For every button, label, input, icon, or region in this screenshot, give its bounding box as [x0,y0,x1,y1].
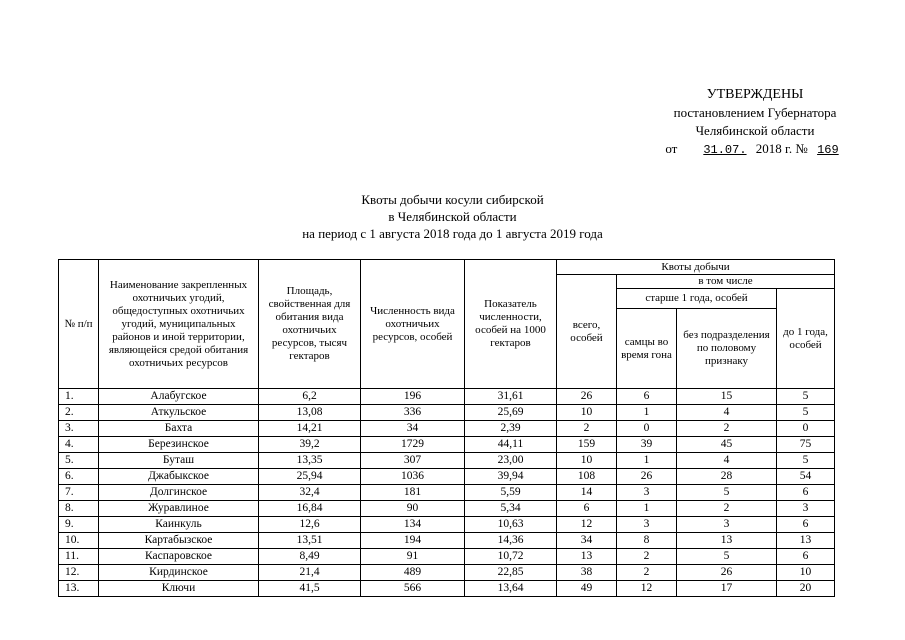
cell-name: Журавлиное [99,501,259,517]
decree-number: 169 [817,143,839,157]
approval-heading: УТВЕРЖДЕНЫ [706,87,804,102]
cell-name: Буташ [99,453,259,469]
cell-num: 2. [59,405,99,421]
table-row [59,469,835,485]
cell-num: 7. [59,485,99,501]
cell-name: Долгинское [99,485,259,501]
cell-density: 2,39 [465,421,557,437]
cell-nosex: 2 [677,421,777,437]
cell-males: 1 [617,453,677,469]
cell-density: 23,00 [465,453,557,469]
cell-num: 13. [59,581,99,597]
cell-nosex: 17 [677,581,777,597]
table-row [59,581,835,597]
header-num: № п/п [59,260,99,389]
cell-name: Ключи [99,581,259,597]
table-row [59,405,835,421]
cell-young: 75 [777,437,835,453]
cell-area: 25,94 [259,469,361,485]
title-line-2: в Челябинской области [388,209,517,224]
cell-total: 10 [557,453,617,469]
cell-area: 13,35 [259,453,361,469]
cell-num: 10. [59,533,99,549]
cell-pop: 194 [361,533,465,549]
cell-nosex: 5 [677,485,777,501]
header-nosex: без подразделения по половому признаку [677,309,777,389]
cell-density: 5,59 [465,485,557,501]
cell-pop: 489 [361,565,465,581]
cell-nosex: 13 [677,533,777,549]
cell-name: Аткульское [99,405,259,421]
approval-line-2: Челябинской области [695,123,815,138]
cell-num: 6. [59,469,99,485]
table-row [59,501,835,517]
cell-nosex: 4 [677,453,777,469]
cell-young: 6 [777,549,835,565]
cell-pop: 196 [361,389,465,405]
table-row [59,517,835,533]
cell-name: Березинское [99,437,259,453]
header-name: Наименование закрепленных охотничьих угодий, общедоступных охотничьих угодий, муниципальных районов и иной территории, являющейся средой обитания охотничьих ресурсов [99,260,259,389]
cell-num: 12. [59,565,99,581]
cell-density: 14,36 [465,533,557,549]
cell-area: 13,08 [259,405,361,421]
cell-young: 6 [777,517,835,533]
table-row [59,549,835,565]
cell-area: 39,2 [259,437,361,453]
cell-pop: 566 [361,581,465,597]
cell-males: 3 [617,517,677,533]
cell-name: Алабугское [99,389,259,405]
cell-young: 3 [777,501,835,517]
cell-total: 49 [557,581,617,597]
cell-area: 16,84 [259,501,361,517]
cell-young: 13 [777,533,835,549]
table-row [59,389,835,405]
cell-pop: 1036 [361,469,465,485]
header-density: Показатель численности, особей на 1000 гектаров [465,260,557,389]
cell-males: 8 [617,533,677,549]
cell-num: 1. [59,389,99,405]
header-total: всего, особей [557,275,617,389]
cell-name: Каинкуль [99,517,259,533]
document-title [0,191,905,242]
cell-num: 5. [59,453,99,469]
header-area: Площадь, свойственная для обитания вида охотничьих ресурсов, тысяч гектаров [259,260,361,389]
cell-males: 1 [617,405,677,421]
cell-area: 32,4 [259,485,361,501]
cell-num: 8. [59,501,99,517]
cell-nosex: 5 [677,549,777,565]
cell-pop: 91 [361,549,465,565]
cell-nosex: 4 [677,405,777,421]
year-text: 2018 г. № [755,141,808,156]
cell-males: 39 [617,437,677,453]
cell-males: 12 [617,581,677,597]
cell-total: 10 [557,405,617,421]
cell-num: 9. [59,517,99,533]
cell-num: 3. [59,421,99,437]
cell-density: 39,94 [465,469,557,485]
cell-total: 159 [557,437,617,453]
header-including: в том числе [617,275,835,289]
cell-area: 14,21 [259,421,361,437]
cell-density: 25,69 [465,405,557,421]
cell-pop: 181 [361,485,465,501]
cell-males: 26 [617,469,677,485]
header-young: до 1 года, особей [777,289,835,389]
cell-num: 4. [59,437,99,453]
cell-nosex: 2 [677,501,777,517]
table-row [59,565,835,581]
cell-area: 13,51 [259,533,361,549]
cell-nosex: 15 [677,389,777,405]
header-population: Численность вида охотничьих ресурсов, особей [361,260,465,389]
cell-nosex: 45 [677,437,777,453]
cell-young: 5 [777,453,835,469]
cell-name: Кирдинское [99,565,259,581]
cell-young: 20 [777,581,835,597]
cell-males: 2 [617,549,677,565]
cell-nosex: 26 [677,565,777,581]
cell-young: 54 [777,469,835,485]
cell-males: 0 [617,421,677,437]
cell-name: Бахта [99,421,259,437]
cell-num: 11. [59,549,99,565]
approval-line-1: постановлением Губернатора [673,105,837,120]
cell-total: 12 [557,517,617,533]
cell-young: 0 [777,421,835,437]
cell-pop: 1729 [361,437,465,453]
cell-density: 10,72 [465,549,557,565]
cell-total: 13 [557,549,617,565]
cell-name: Джабыкское [99,469,259,485]
cell-total: 2 [557,421,617,437]
cell-total: 6 [557,501,617,517]
cell-total: 14 [557,485,617,501]
cell-density: 10,63 [465,517,557,533]
cell-males: 3 [617,485,677,501]
cell-density: 31,61 [465,389,557,405]
cell-density: 13,64 [465,581,557,597]
table-body [59,389,835,597]
title-line-1: Квоты добычи косули сибирской [361,192,544,207]
cell-area: 41,5 [259,581,361,597]
date-value: 31.07. [703,143,747,157]
cell-total: 34 [557,533,617,549]
cell-pop: 336 [361,405,465,421]
quota-table [58,259,835,597]
table-row [59,437,835,453]
cell-name: Картабызское [99,533,259,549]
table-row [59,421,835,437]
approval-block [650,86,860,159]
header-males: самцы во время гона [617,309,677,389]
header-older: старше 1 года, особей [617,289,777,309]
cell-pop: 34 [361,421,465,437]
cell-young: 5 [777,389,835,405]
cell-area: 8,49 [259,549,361,565]
cell-males: 6 [617,389,677,405]
cell-name: Каспаровское [99,549,259,565]
cell-density: 22,85 [465,565,557,581]
cell-total: 26 [557,389,617,405]
cell-young: 10 [777,565,835,581]
header-quota: Квоты добычи [557,260,835,275]
cell-area: 6,2 [259,389,361,405]
cell-pop: 90 [361,501,465,517]
cell-density: 44,11 [465,437,557,453]
cell-density: 5,34 [465,501,557,517]
cell-pop: 307 [361,453,465,469]
cell-males: 2 [617,565,677,581]
cell-area: 21,4 [259,565,361,581]
cell-young: 5 [777,405,835,421]
cell-total: 38 [557,565,617,581]
cell-males: 1 [617,501,677,517]
table-row [59,485,835,501]
date-prefix: от [665,141,678,156]
table-row [59,533,835,549]
cell-pop: 134 [361,517,465,533]
table-header [59,260,835,389]
cell-total: 108 [557,469,617,485]
cell-nosex: 28 [677,469,777,485]
cell-nosex: 3 [677,517,777,533]
cell-young: 6 [777,485,835,501]
cell-area: 12,6 [259,517,361,533]
title-line-3: на период с 1 августа 2018 года до 1 августа 2019 года [302,226,603,241]
approval-date-line [650,140,860,159]
table-row [59,453,835,469]
